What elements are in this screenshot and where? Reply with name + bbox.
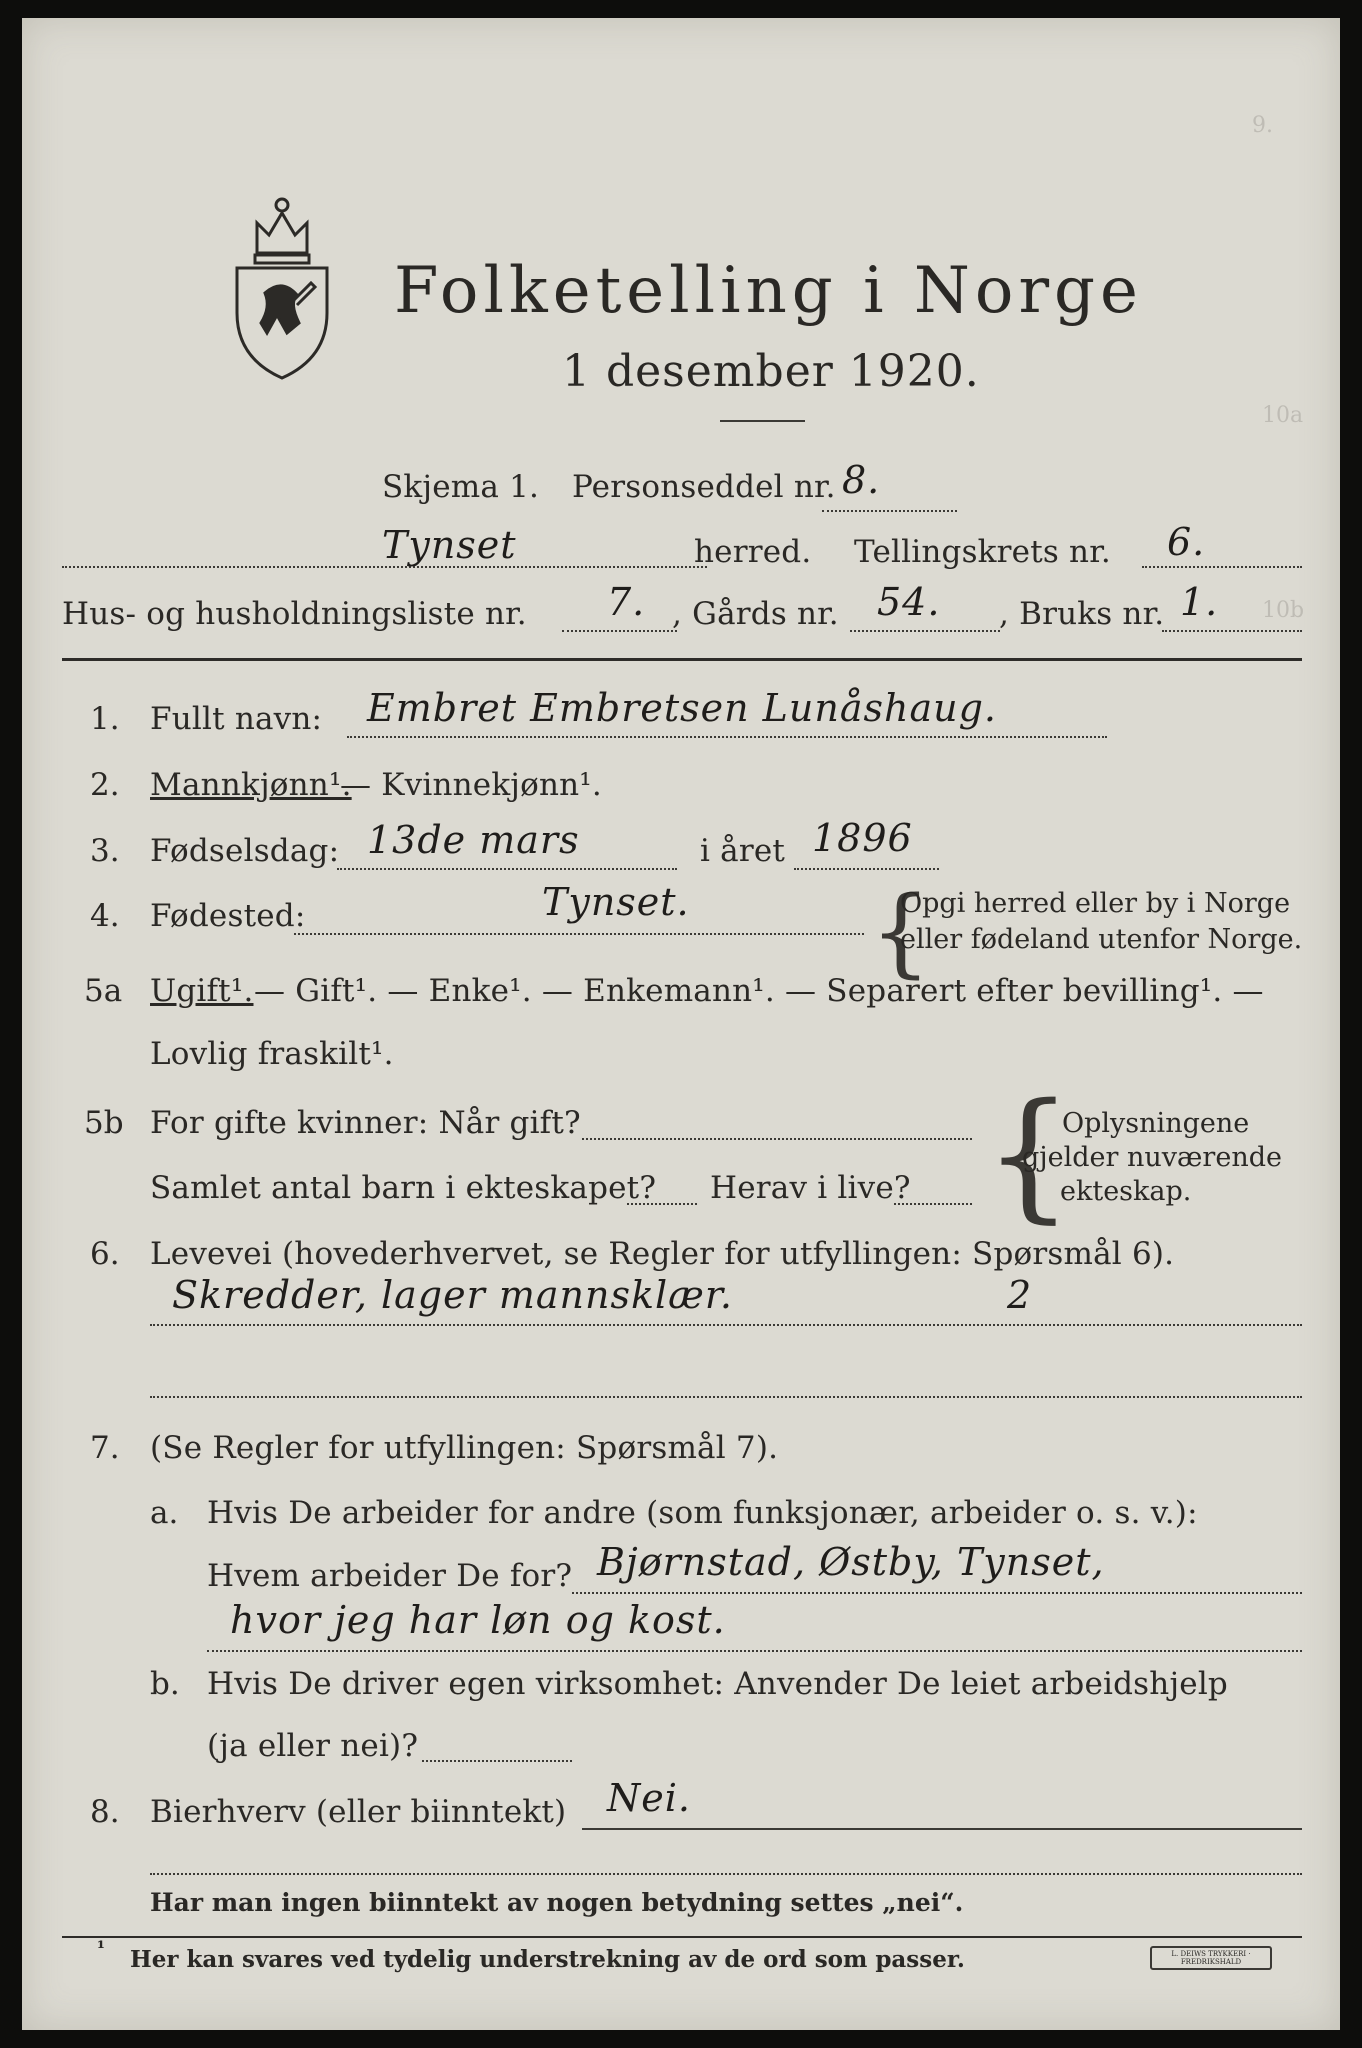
q2-number: 2.	[90, 767, 120, 803]
q4-birthplace[interactable]: Tynset.	[542, 880, 690, 924]
q1-number: 1.	[90, 701, 120, 737]
footnote-text: Her kan svares ved tydelig understrekning av de ord som passer.	[130, 1946, 965, 1973]
q3-day-line	[337, 868, 677, 870]
q7b-yes-no-label: (ja eller nei)?	[207, 1728, 419, 1764]
q7-number: 7.	[90, 1430, 120, 1466]
q7a-employer[interactable]: Bjørnstad, Østby, Tynset,	[597, 1540, 1105, 1584]
q6-code[interactable]: 2	[1007, 1273, 1033, 1317]
q2-kvinnekjonn[interactable]: — Kvinnekjønn¹.	[340, 767, 602, 803]
q3-label: Fødselsdag:	[150, 833, 340, 869]
q8-line	[582, 1828, 1302, 1830]
title-divider	[720, 420, 805, 422]
q4-number: 4.	[90, 898, 120, 934]
q5a-ugift-underlined[interactable]: Ugift¹.	[150, 973, 254, 1009]
census-date: 1 desember 1920.	[562, 346, 980, 397]
printer-stamp: L. DEIWS TRYKKERI · FREDRIKSHALD	[1150, 1946, 1272, 1970]
q5b-children-line	[627, 1203, 697, 1205]
tellingskrets-label: Tellingskrets nr.	[854, 534, 1111, 570]
q7a-letter: a.	[150, 1495, 179, 1531]
q7a-label: Hvis De arbeider for andre (som funksjonær, arbeider o. s. v.):	[207, 1495, 1198, 1531]
skjema-label: Skjema 1.	[382, 469, 540, 505]
q7a-line1	[572, 1592, 1302, 1594]
q4-note-line1: Opgi herred eller by i Norge	[900, 888, 1291, 919]
q5a-number: 5a	[84, 973, 123, 1009]
footer-divider	[62, 1936, 1302, 1938]
q6-line2	[150, 1396, 1302, 1398]
q5b-label: For gifte kvinner: Når gift?	[150, 1105, 581, 1141]
q5b-brace: {	[984, 1074, 1074, 1237]
bleed-through-text: 10b	[1262, 598, 1305, 623]
q4-label: Fødested:	[150, 898, 306, 934]
q1-label: Fullt navn:	[150, 701, 323, 737]
herred-value[interactable]: Tynset	[382, 523, 517, 567]
gards-line	[850, 630, 1000, 632]
gards-label: , Gårds nr.	[672, 596, 839, 632]
husholdningsliste-label: Hus- og husholdningsliste nr.	[62, 596, 527, 632]
q7b-label: Hvis De driver egen virksomhet: Anvender De leiet arbeidshjelp	[207, 1666, 1228, 1702]
bleed-through-text: 10a	[1262, 403, 1304, 428]
personseddel-line	[822, 510, 957, 512]
q6-line1	[150, 1324, 1302, 1326]
q8-line2	[150, 1873, 1302, 1875]
q1-full-name[interactable]: Embret Embretsen Lunåshaug.	[367, 686, 998, 730]
q5a-lovlig-fraskilt[interactable]: Lovlig fraskilt¹.	[150, 1036, 394, 1072]
personseddel-value[interactable]: 8.	[842, 458, 881, 502]
husholdningsliste-value[interactable]: 7.	[607, 580, 646, 624]
q7a-employer-label: Hvem arbeider De for?	[207, 1558, 573, 1594]
q5b-alive-line	[894, 1203, 972, 1205]
q2-mannkjonn-underlined[interactable]: Mannkjønn¹.	[150, 767, 352, 803]
q5b-number: 5b	[84, 1105, 124, 1141]
q7b-letter: b.	[150, 1666, 180, 1702]
q8-label: Bierhverv (eller biinntekt)	[150, 1794, 567, 1830]
q8-value[interactable]: Nei.	[607, 1776, 691, 1820]
footnote-mark: ¹	[97, 1938, 105, 1959]
q5b-note-line1: Oplysningene	[1062, 1108, 1250, 1139]
q4-line	[294, 933, 864, 935]
bruks-label: , Bruks nr.	[999, 596, 1165, 632]
q6-number: 6.	[90, 1236, 120, 1272]
q6-occupation[interactable]: Skredder, lager mannsklær.	[172, 1273, 733, 1317]
q8-number: 8.	[90, 1794, 120, 1830]
census-form-page	[22, 18, 1340, 2030]
header-divider	[62, 658, 1302, 661]
q5b-note-line2: gjelder nuværende	[1022, 1142, 1282, 1173]
q5b-children-label: Samlet antal barn i ekteskapet?	[150, 1170, 657, 1206]
q5b-note-line3: ekteskap.	[1060, 1176, 1192, 1207]
form-title: Folketelling i Norge	[394, 254, 1143, 328]
q7b-line	[422, 1760, 572, 1762]
q6-label: Levevei (hovederhvervet, se Regler for utfyllingen: Spørsmål 6).	[150, 1236, 1175, 1272]
q3-birth-day[interactable]: 13de mars	[367, 818, 580, 862]
tellingskrets-value[interactable]: 6.	[1167, 520, 1206, 564]
tellingskrets-line	[1142, 566, 1302, 568]
bleed-through-text: 9.	[1252, 113, 1273, 138]
q7a-employer-cont[interactable]: hvor jeg har løn og kost.	[230, 1598, 726, 1642]
gards-value[interactable]: 54.	[877, 580, 941, 624]
norway-coat-of-arms-icon	[227, 183, 337, 383]
q1-line	[347, 736, 1107, 738]
bruks-value[interactable]: 1.	[1180, 580, 1219, 624]
q7-label: (Se Regler for utfyllingen: Spørsmål 7).	[150, 1430, 779, 1466]
q7a-line2	[207, 1650, 1302, 1652]
q3-birth-year[interactable]: 1896	[812, 816, 913, 860]
bruks-line	[1162, 630, 1302, 632]
q3-number: 3.	[90, 833, 120, 869]
q4-brace: {	[870, 876, 932, 988]
husholdningsliste-line	[562, 630, 677, 632]
q5b-married-line	[582, 1138, 972, 1140]
q3-year-label: i året	[700, 833, 786, 869]
q3-year-line	[794, 868, 939, 870]
herred-label: herred.	[694, 534, 812, 570]
q5b-alive-label: Herav i live?	[710, 1170, 911, 1206]
personseddel-label: Personseddel nr.	[572, 469, 836, 505]
q4-note-line2: eller fødeland utenfor Norge.	[900, 924, 1303, 955]
q5a-options[interactable]: — Gift¹. — Enke¹. — Enkemann¹. — Separert efter bevilling¹. —	[254, 973, 1264, 1009]
footer-note: Har man ingen biinntekt av nogen betydning settes „nei“.	[150, 1888, 964, 1917]
